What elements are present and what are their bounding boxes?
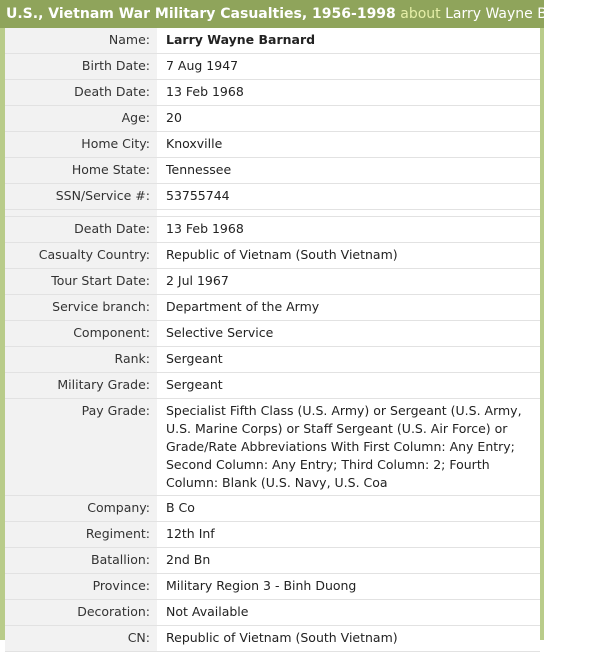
record-row-casualty-country — [5, 243, 540, 269]
field-value: 2nd Bn — [157, 548, 540, 574]
field-value: Sergeant — [157, 347, 540, 373]
record-row-birth-date — [5, 54, 540, 80]
field-label: Tour Start Date: — [5, 269, 157, 295]
field-value: 53755744 — [157, 184, 540, 210]
field-label: SSN/Service #: — [5, 184, 157, 210]
record-row-ssn — [5, 184, 540, 210]
field-value: 13 Feb 1968 — [157, 80, 540, 106]
record-row-batallion — [5, 548, 540, 574]
field-value: Department of the Army — [157, 295, 540, 321]
field-label: Age: — [5, 106, 157, 132]
record-row-tour-start-date — [5, 269, 540, 295]
field-value: Republic of Vietnam (South Vietnam) — [157, 243, 540, 269]
field-label: Casualty Country: — [5, 243, 157, 269]
field-value: Larry Wayne Barnard — [157, 28, 540, 54]
field-value: Not Available — [157, 600, 540, 626]
field-label: Home City: — [5, 132, 157, 158]
record-row-death-date — [5, 80, 540, 106]
field-value: 7 Aug 1947 — [157, 54, 540, 80]
record-row-cn — [5, 626, 540, 652]
field-label: Home State: — [5, 158, 157, 184]
record-row-home-city — [5, 132, 540, 158]
field-value: Selective Service — [157, 321, 540, 347]
field-label: Regiment: — [5, 522, 157, 548]
record-header — [0, 0, 593, 28]
field-label: Company: — [5, 496, 157, 522]
field-label: Rank: — [5, 347, 157, 373]
field-value: 20 — [157, 106, 540, 132]
section-divider — [5, 210, 540, 217]
record-row-component — [5, 321, 540, 347]
record-row-province — [5, 574, 540, 600]
record-row-regiment — [5, 522, 540, 548]
person-name-link[interactable]: Larry Wayne Barnard — [445, 6, 593, 22]
record-row-pay-grade — [5, 399, 540, 496]
field-label: Birth Date: — [5, 54, 157, 80]
field-value: Specialist Fifth Class (U.S. Army) or Sergeant (U.S. Army, U.S. Marine Corps) or Staff Sergeant (U.S. Air Force) or Grade/Rate Abbreviations With First Column: Any Entry; Second Column: Any Entry; Third Column: 2; Fourth Column: Blank (U.S. Navy, U.S. Coa — [157, 399, 540, 496]
record-details — [5, 28, 540, 645]
field-label: Death Date: — [5, 217, 157, 243]
record-row-name — [5, 28, 540, 54]
field-value: 13 Feb 1968 — [157, 217, 540, 243]
record-row-home-state — [5, 158, 540, 184]
record-row-age — [5, 106, 540, 132]
field-label: Pay Grade: — [5, 399, 157, 496]
record-row-rank — [5, 347, 540, 373]
field-value: Knoxville — [157, 132, 540, 158]
field-label: Death Date: — [5, 80, 157, 106]
field-value: Tennessee — [157, 158, 540, 184]
field-label: CN: — [5, 626, 157, 652]
field-label: Component: — [5, 321, 157, 347]
record-row-service-branch — [5, 295, 540, 321]
database-title-link[interactable]: U.S., Vietnam War Military Casualties, 1956-1998 — [6, 6, 396, 22]
field-value: Sergeant — [157, 373, 540, 399]
field-label: Service branch: — [5, 295, 157, 321]
record-table — [5, 28, 540, 652]
record-row-military-grade — [5, 373, 540, 399]
field-value: 12th Inf — [157, 522, 540, 548]
field-value: Republic of Vietnam (South Vietnam) — [157, 626, 540, 652]
record-row-decoration — [5, 600, 540, 626]
field-value: B Co — [157, 496, 540, 522]
field-label: Military Grade: — [5, 373, 157, 399]
field-value: 2 Jul 1967 — [157, 269, 540, 295]
field-label: Name: — [5, 28, 157, 54]
record-row-death-date-2 — [5, 217, 540, 243]
field-value: Military Region 3 - Binh Duong — [157, 574, 540, 600]
about-text: about — [400, 6, 441, 22]
field-label: Batallion: — [5, 548, 157, 574]
field-label: Decoration: — [5, 600, 157, 626]
record-row-company — [5, 496, 540, 522]
field-label: Province: — [5, 574, 157, 600]
